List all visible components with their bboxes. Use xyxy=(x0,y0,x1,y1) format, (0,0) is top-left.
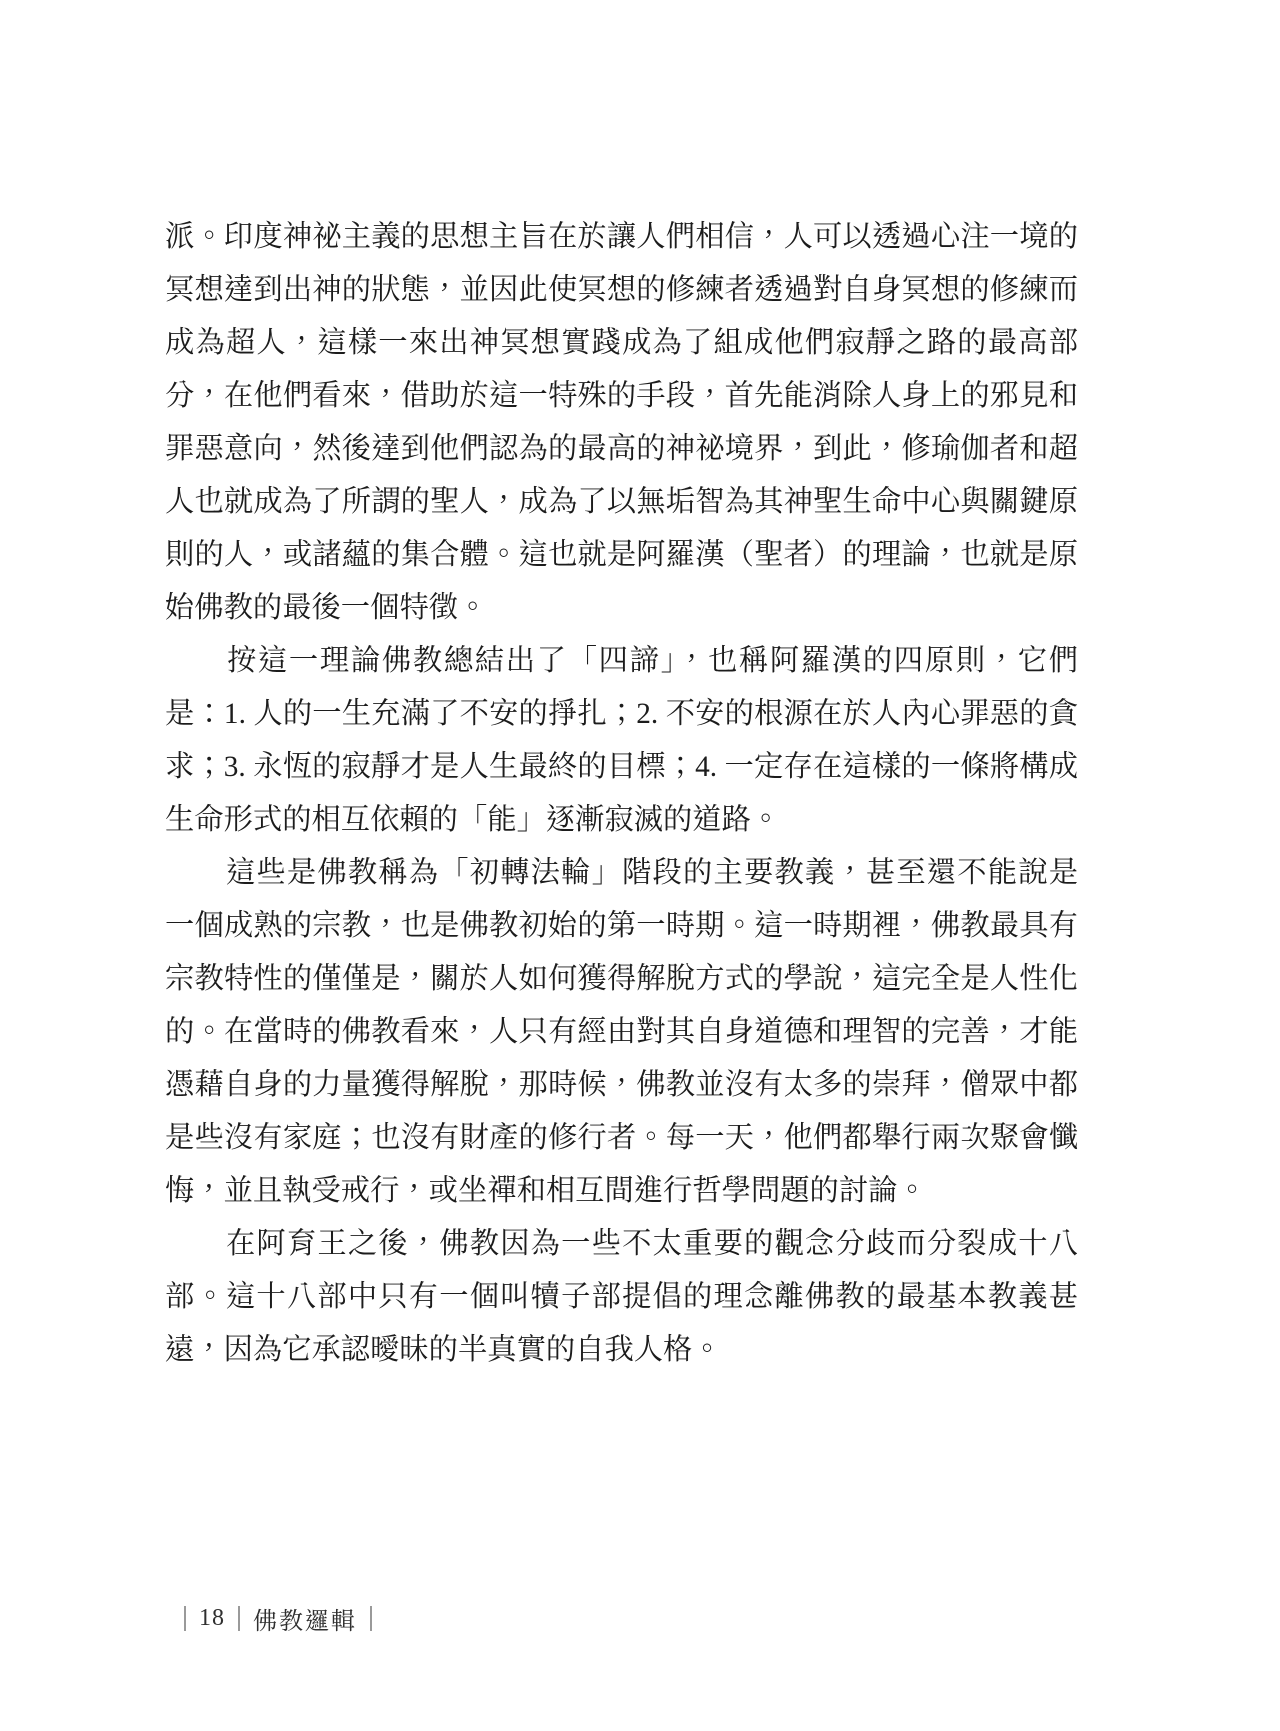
page-number: 18 xyxy=(199,1604,225,1631)
footer-divider xyxy=(370,1606,372,1631)
text-line: 憑藉自身的力量獲得解脫，那時候，佛教並沒有太多的崇拜，僧眾中都 xyxy=(165,1069,1078,1101)
text-line: 按這一理論佛教總結出了「四諦」，也稱阿羅漢的四原則，它們 xyxy=(165,645,1078,677)
text-line: 是：1. 人的一生充滿了不安的掙扎；2. 不安的根源在於人內心罪惡的貪 xyxy=(165,698,1078,730)
text-line: 則的人，或諸蘊的集合體。這也就是阿羅漢（聖者）的理論，也就是原 xyxy=(165,539,1078,571)
text-line: 這些是佛教稱為「初轉法輪」階段的主要教義，甚至還不能說是 xyxy=(165,857,1078,889)
footer-divider xyxy=(238,1606,240,1631)
book-title: 佛教邏輯 xyxy=(253,1608,357,1635)
text-line: 在阿育王之後，佛教因為一些不太重要的觀念分歧而分裂成十八 xyxy=(165,1228,1078,1260)
text-line: 宗教特性的僅僅是，關於人如何獲得解脫方式的學說，這完全是人性化 xyxy=(165,963,1078,995)
footer-divider xyxy=(184,1606,186,1631)
text-line: 求；3. 永恆的寂靜才是人生最終的目標；4. 一定存在這樣的一條將構成 xyxy=(165,751,1078,783)
text-line: 悔，並且執受戒行，或坐禪和相互間進行哲學問題的討論。 xyxy=(165,1175,927,1207)
body-text xyxy=(165,211,1078,1377)
text-line: 遠，因為它承認曖昧的半真實的自我人格。 xyxy=(165,1334,722,1366)
text-line: 始佛教的最後一個特徵。 xyxy=(165,592,488,624)
page-footer xyxy=(184,1602,372,1634)
text-line: 一個成熟的宗教，也是佛教初始的第一時期。這一時期裡，佛教最具有 xyxy=(165,910,1078,942)
text-line: 分，在他們看來，借助於這一特殊的手段，首先能消除人身上的邪見和 xyxy=(165,380,1078,412)
text-line: 派。印度神祕主義的思想主旨在於讓人們相信，人可以透過心注一境的 xyxy=(165,221,1078,253)
text-line: 是些沒有家庭；也沒有財產的修行者。每一天，他們都舉行兩次聚會懺 xyxy=(165,1122,1078,1154)
text-line: 部。這十八部中只有一個叫犢子部提倡的理念離佛教的最基本教義甚 xyxy=(165,1281,1078,1313)
text-line: 罪惡意向，然後達到他們認為的最高的神祕境界，到此，修瑜伽者和超 xyxy=(165,433,1078,465)
text-line: 成為超人，這樣一來出神冥想實踐成為了組成他們寂靜之路的最高部 xyxy=(165,327,1078,359)
text-line: 人也就成為了所謂的聖人，成為了以無垢智為其神聖生命中心與關鍵原 xyxy=(165,486,1078,518)
text-line: 的。在當時的佛教看來，人只有經由對其自身道德和理智的完善，才能 xyxy=(165,1016,1078,1048)
text-line: 冥想達到出神的狀態，並因此使冥想的修練者透過對自身冥想的修練而 xyxy=(165,274,1078,306)
text-line: 生命形式的相互依賴的「能」逐漸寂滅的道路。 xyxy=(165,804,781,836)
